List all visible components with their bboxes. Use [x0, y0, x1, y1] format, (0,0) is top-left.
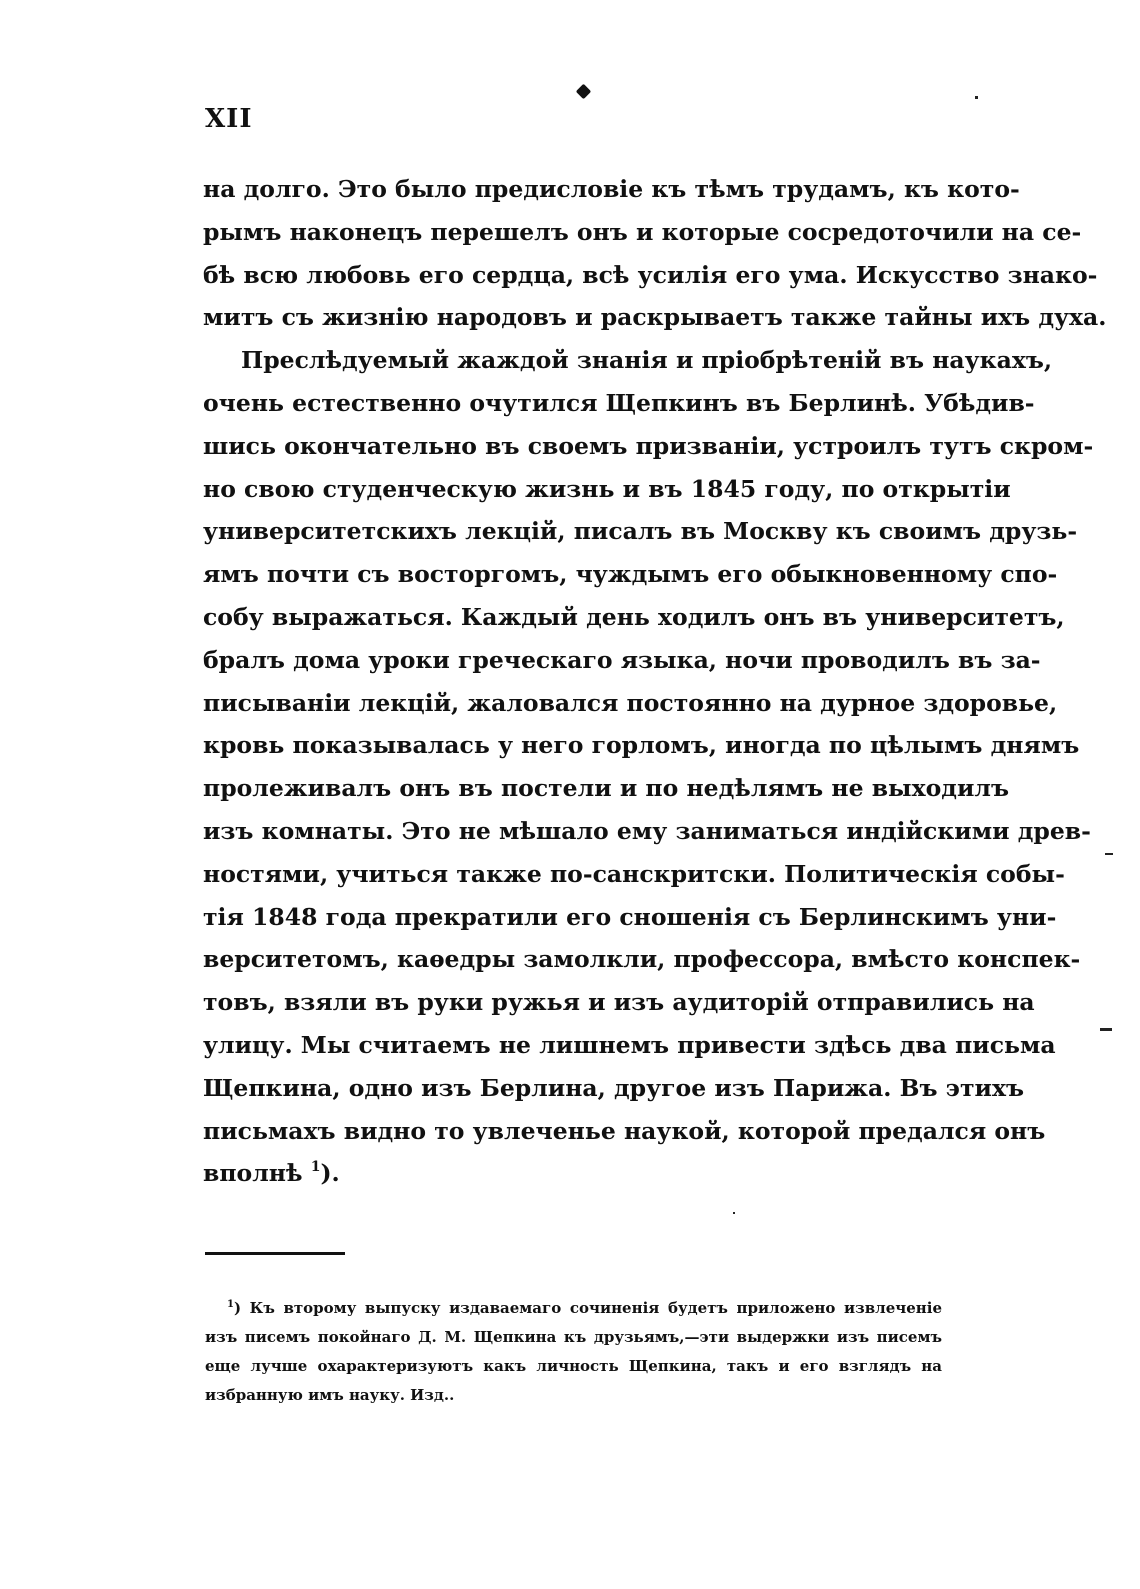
text-line: шись окончательно въ своемъ призваніи, устроилъ тутъ скром- [203, 431, 1094, 460]
printer-mark [576, 84, 592, 100]
footnote-line: избранную имъ науку. Изд.. [205, 1386, 455, 1404]
footnote [205, 1294, 942, 1410]
text-line: пролеживалъ онъ въ постели и по недѣлямъ не выходилъ [203, 774, 1009, 803]
text-line: тія 1848 года прекратили его сношенія съ Берлинскимъ уни- [203, 902, 1057, 931]
text-line: очень естественно очутился Щепкинъ въ Берлинѣ. Убѣдив- [203, 388, 1035, 417]
text-line: бѣ всю любовь его сердца, всѣ усилія его ума. Искусство знако- [203, 260, 1098, 289]
text-line: Щепкина, одно изъ Берлина, другое изъ Парижа. Въ этихъ [203, 1073, 1024, 1102]
footnote-reference[interactable]: 1 [310, 1159, 321, 1176]
footnote-text: ) Къ второму выпуску издаваемаго сочиненія будетъ приложено извлеченіе [233, 1299, 942, 1317]
text-line: письмахъ видно то увлеченье наукой, которой предался онъ [203, 1116, 1046, 1145]
text-line [203, 1152, 945, 1195]
text-line: улицу. Мы считаемъ не лишнемъ привести здѣсь два письма [203, 1030, 1056, 1059]
page-number: XII [205, 104, 253, 134]
text-line: но свою студенческую жизнь и въ 1845 году, по открытіи [203, 474, 1011, 503]
text-line: ностями, учиться также по-санскритски. Политическія собы- [203, 859, 1065, 888]
text-line: собу выражаться. Каждый день ходилъ онъ въ университетъ, [203, 602, 1065, 631]
footnote-marker: 1 [227, 1299, 234, 1310]
text-line: митъ съ жизнію народовъ и раскрываетъ также тайны ихъ духа. [203, 303, 1107, 332]
scan-speck [975, 96, 978, 99]
footnote-line: изъ писемъ покойнаго Д. М. Щепкина къ друзьямъ,—эти выдержки изъ писемъ [205, 1328, 942, 1346]
scan-speck [1105, 853, 1113, 855]
text-line: кровь показывалась у него горломъ, иногда по цѣлымъ днямъ [203, 731, 1080, 760]
text-line: верситетомъ, каѳедры замолкли, профессора, вмѣсто конспек- [203, 945, 1081, 974]
scan-speck [733, 1212, 735, 1214]
text-line: изъ комнаты. Это не мѣшало ему заниматься индійскими древ- [203, 816, 1091, 845]
main-text [203, 168, 1107, 1195]
text-line: Преслѣдуемый жаждой знанія и пріобрѣтеній въ наукахъ, [241, 346, 1053, 375]
footnote-line [205, 1294, 942, 1323]
text-line: товъ, взяли въ руки ружья и изъ аудиторій отправились на [203, 988, 1035, 1017]
text-line: рымъ наконецъ перешелъ онъ и которые сосредоточили на се- [203, 217, 1082, 246]
footnote-line: еще лучше охарактеризуютъ какъ личность Щепкина, такъ и его взглядъ на [205, 1357, 942, 1375]
text-line: бралъ дома уроки греческаго языка, ночи проводилъ въ за- [203, 645, 1041, 674]
text-line: ямъ почти съ восторгомъ, чуждымъ его обыкновенному спо- [203, 560, 1058, 589]
text-line: писываніи лекцій, жаловался постоянно на дурное здоровье, [203, 688, 1058, 717]
closing-paren: ). [320, 1159, 340, 1188]
text-line: университетскихъ лекцій, писалъ въ Москву къ своимъ друзь- [203, 517, 1078, 546]
scan-speck [1100, 1028, 1112, 1031]
footnote-rule [205, 1252, 345, 1255]
text-line: на долго. Это было предисловіе къ тѣмъ трудамъ, къ кото- [203, 175, 1020, 203]
last-word: вполнѣ [203, 1159, 303, 1188]
